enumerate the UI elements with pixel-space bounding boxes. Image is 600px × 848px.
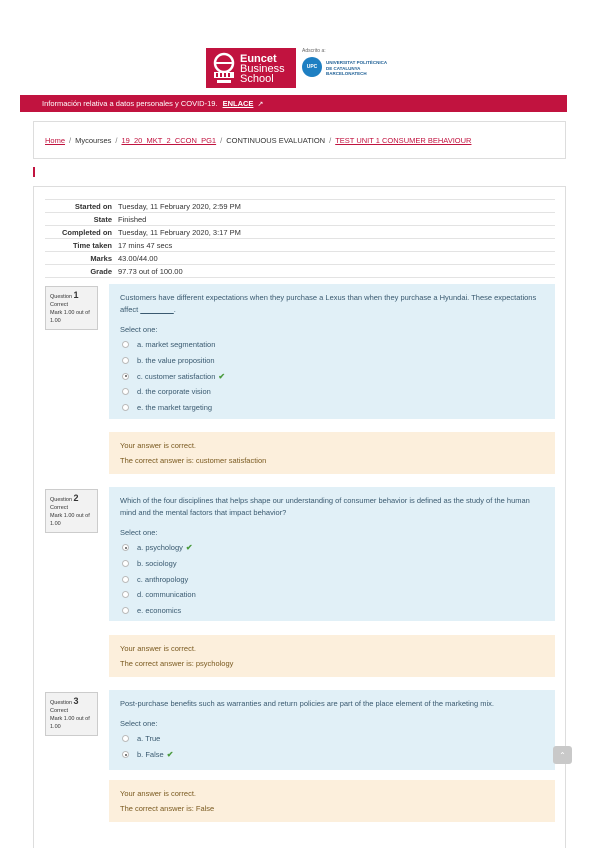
question-1-feedback bbox=[109, 432, 555, 474]
checkmark-icon: ✔ bbox=[185, 543, 193, 553]
radio-button[interactable] bbox=[122, 560, 129, 567]
summary-value: Finished bbox=[118, 214, 147, 224]
radio-button[interactable] bbox=[122, 576, 129, 583]
answer-option[interactable]: a. psychology ✔ bbox=[120, 540, 544, 556]
section-marker bbox=[33, 167, 35, 177]
header-logos bbox=[206, 48, 396, 88]
external-link-icon[interactable]: ↗ bbox=[257, 101, 264, 108]
chevron-up-icon[interactable]: ⌃ bbox=[553, 746, 572, 764]
table-row bbox=[45, 265, 555, 278]
answer-option[interactable]: c. anthropology bbox=[120, 571, 544, 587]
summary-value: Tuesday, 11 February 2020, 3:17 PM bbox=[118, 227, 241, 237]
breadcrumb-section[interactable]: CONTINUOUS EVALUATION bbox=[226, 136, 326, 145]
radio-button-selected[interactable] bbox=[122, 373, 129, 380]
question-2-info bbox=[45, 489, 98, 533]
question-mark: Mark 1.00 out of 1.00 bbox=[50, 513, 90, 527]
radio-button[interactable] bbox=[122, 607, 129, 614]
question-status: Correct bbox=[50, 708, 69, 714]
answer-option[interactable]: d. communication bbox=[120, 587, 544, 603]
answer-option[interactable]: e. economics bbox=[120, 603, 544, 619]
summary-label: Grade bbox=[90, 266, 112, 276]
summary-label: Completed on bbox=[62, 227, 112, 237]
question-number: Question 3 bbox=[50, 696, 79, 706]
answer-option[interactable]: b. False ✔ bbox=[120, 747, 544, 763]
question-mark: Mark 1.00 out of 1.00 bbox=[50, 716, 90, 730]
answer-option[interactable]: a. True bbox=[120, 731, 544, 747]
question-3-info bbox=[45, 692, 98, 736]
question-3-feedback bbox=[109, 780, 555, 822]
question-status: Correct bbox=[50, 302, 69, 308]
question-number: Question 1 bbox=[50, 290, 79, 300]
question-text: Post-purchase benefits such as warranties and return policies are part of the place element of the marketing mix. bbox=[120, 699, 494, 708]
feedback-answer: The correct answer is: False bbox=[120, 804, 215, 813]
radio-button[interactable] bbox=[122, 591, 129, 598]
radio-button[interactable] bbox=[122, 735, 129, 742]
euncet-logo[interactable] bbox=[206, 48, 296, 88]
answer-option[interactable]: e. the market targeting bbox=[120, 400, 544, 416]
question-2-feedback bbox=[109, 635, 555, 677]
answer-option[interactable]: a. market segmentation bbox=[120, 337, 544, 353]
upc-name: UNIVERSITAT POLITÈCNICA DE CATALUNYA BARCELONATECH bbox=[326, 60, 388, 76]
question-1-info bbox=[45, 286, 98, 330]
summary-label: Started on bbox=[74, 201, 112, 211]
question-2-content bbox=[109, 487, 555, 621]
breadcrumb bbox=[45, 136, 471, 145]
upc-caption: Adscrito a: bbox=[302, 48, 326, 54]
radio-button[interactable] bbox=[122, 388, 129, 395]
breadcrumb-separator: / bbox=[220, 136, 223, 145]
question-number: Question 2 bbox=[50, 493, 79, 503]
breadcrumb-separator: / bbox=[115, 136, 118, 145]
table-row bbox=[45, 252, 555, 265]
radio-button[interactable] bbox=[122, 357, 129, 364]
breadcrumb-course[interactable]: 19_20_MKT_2_CCON_PG1 bbox=[121, 136, 217, 145]
summary-value: 17 mins 47 secs bbox=[118, 240, 173, 250]
radio-button[interactable] bbox=[122, 341, 129, 348]
notice-text: Información relativa a datos personales y COVID-19. bbox=[42, 99, 218, 108]
feedback-answer: The correct answer is: psychology bbox=[120, 659, 234, 668]
radio-button[interactable] bbox=[122, 404, 129, 411]
breadcrumb-home[interactable]: Home bbox=[45, 136, 66, 145]
question-text: Customers have different expectations when they purchase a Lexus than when they purchase a Hyundai. These expectations affect ________. bbox=[120, 293, 537, 314]
breadcrumb-quiz[interactable]: TEST UNIT 1 CONSUMER BEHAVIOUR bbox=[335, 136, 472, 145]
table-row bbox=[45, 200, 555, 213]
answer-option[interactable]: d. the corporate vision bbox=[120, 384, 544, 400]
euncet-name: Euncet Business School bbox=[240, 53, 285, 85]
select-one-label: Select one: bbox=[120, 719, 158, 728]
question-text: Which of the four disciplines that helps shape our understanding of consumer behavior is defined as the study of the human mind and the mental factors that impact behavior? bbox=[120, 496, 530, 517]
summary-label: Time taken bbox=[72, 240, 112, 250]
question-3-content bbox=[109, 690, 555, 770]
covid-notice-bar bbox=[20, 95, 567, 112]
upc-logo-icon[interactable]: UPC bbox=[302, 57, 322, 77]
quiz-review bbox=[33, 186, 566, 848]
select-one-label: Select one: bbox=[120, 325, 158, 334]
question-status: Correct bbox=[50, 505, 69, 511]
summary-label: Marks bbox=[90, 253, 112, 263]
summary-value: 43.00/44.00 bbox=[118, 253, 158, 263]
euncet-emblem-icon bbox=[211, 52, 237, 84]
breadcrumb-separator: / bbox=[329, 136, 332, 145]
answer-option[interactable]: c. customer satisfaction ✔ bbox=[120, 368, 544, 384]
radio-button-selected[interactable] bbox=[122, 751, 129, 758]
table-row bbox=[45, 239, 555, 252]
attempt-summary-table bbox=[45, 199, 555, 278]
breadcrumb-separator: / bbox=[69, 136, 72, 145]
answer-option[interactable]: b. the value proposition bbox=[120, 353, 544, 369]
summary-value: Tuesday, 11 February 2020, 2:59 PM bbox=[118, 201, 241, 211]
checkmark-icon: ✔ bbox=[218, 371, 226, 381]
question-1-content bbox=[109, 284, 555, 419]
breadcrumb-container bbox=[33, 121, 566, 159]
feedback-correct: Your answer is correct. bbox=[120, 644, 197, 653]
summary-label: State bbox=[93, 214, 112, 224]
radio-button-selected[interactable] bbox=[122, 544, 129, 551]
select-one-label: Select one: bbox=[120, 528, 158, 537]
question-mark: Mark 1.00 out of 1.00 bbox=[50, 310, 90, 324]
table-row bbox=[45, 226, 555, 239]
summary-value: 97.73 out of 100.00 bbox=[118, 266, 183, 276]
feedback-correct: Your answer is correct. bbox=[120, 789, 197, 798]
table-row bbox=[45, 213, 555, 226]
feedback-answer: The correct answer is: customer satisfaction bbox=[120, 456, 267, 465]
feedback-correct: Your answer is correct. bbox=[120, 441, 197, 450]
answer-option[interactable]: b. sociology bbox=[120, 556, 544, 572]
notice-link[interactable]: ENLACE bbox=[222, 99, 254, 108]
checkmark-icon: ✔ bbox=[166, 750, 174, 760]
breadcrumb-my-courses[interactable]: Mycourses bbox=[75, 136, 112, 145]
